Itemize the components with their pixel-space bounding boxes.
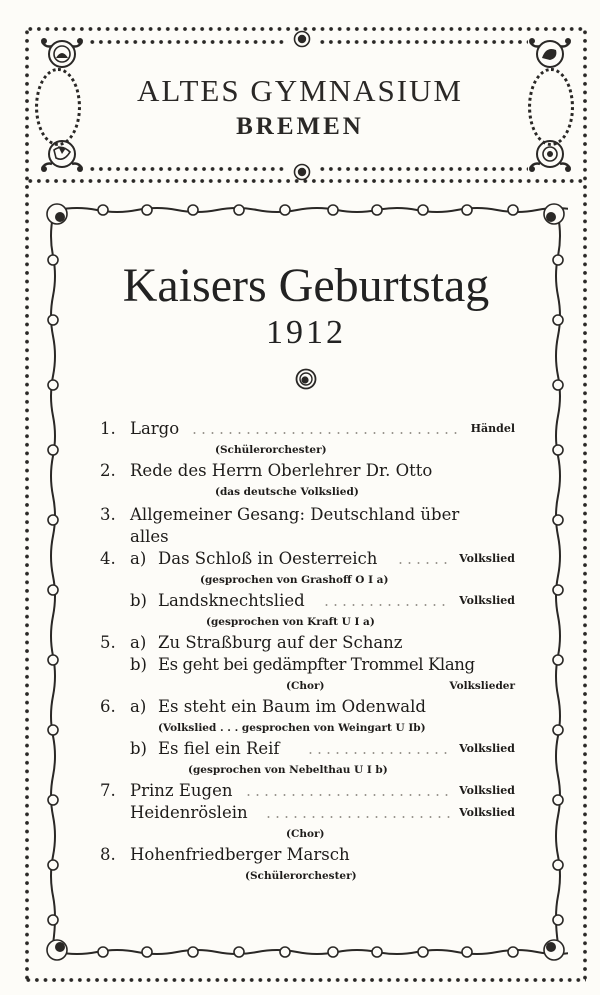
programme-item (100, 696, 515, 718)
item-sub-label: a) (130, 633, 147, 652)
programme-item (100, 590, 515, 612)
rosette-icon (293, 30, 311, 48)
programme-item (100, 632, 515, 654)
item-genre: Volkslied (459, 594, 515, 607)
item-note: (Volkslied . . . gesprochen von Weingart U Ib) (158, 722, 426, 734)
programme-item (100, 738, 515, 760)
item-sub-label: b) (130, 655, 147, 674)
item-number: 8. (100, 845, 116, 864)
header-dotted-border-inner-bottom-right (318, 166, 528, 172)
header-dotted-border-inner-bottom (88, 166, 288, 172)
school-name: ALTES GYMNASIUM (137, 73, 463, 108)
dot-leader (264, 802, 451, 824)
item-label: Hohenfriedberger Marsch (130, 845, 350, 864)
rose-icon (38, 36, 86, 70)
item-label: Es fiel ein Reif (158, 739, 280, 758)
dot-leader (244, 780, 451, 802)
item-note: (Schülerorchester) (245, 870, 357, 882)
programme-item-continued (100, 526, 515, 548)
item-sub-label: b) (130, 739, 147, 758)
rose-icon (526, 36, 574, 70)
item-note: (Schülerorchester) (215, 444, 327, 456)
header-dotted-border-inner-top-right (318, 39, 528, 45)
item-number: 2. (100, 461, 116, 480)
item-note: (gesprochen von Grashoff O I a) (200, 574, 389, 586)
dot-leader (190, 418, 457, 440)
item-label: Das Schloß in Oesterreich (158, 549, 378, 568)
outer-dotted-border-bottom (24, 977, 586, 983)
item-number: 1. (100, 419, 116, 438)
item-label: Prinz Eugen (130, 781, 233, 800)
item-label: Es geht bei gedämpfter Trommel Klang (158, 655, 475, 674)
item-label: Heidenröslein (130, 803, 248, 822)
programme-item (100, 844, 515, 866)
item-composer: Händel (470, 422, 515, 435)
item-sub-label: a) (130, 697, 147, 716)
rose-icon (38, 138, 86, 174)
item-note: (gesprochen von Nebelthau U I b) (188, 764, 388, 776)
dot-leader (396, 548, 451, 570)
item-note: (gesprochen von Kraft U I a) (206, 616, 375, 628)
outer-dotted-border-left (24, 28, 30, 980)
item-note: (Chor) (286, 828, 325, 840)
programme-item (100, 418, 515, 440)
programme-item (100, 802, 515, 824)
page-year: 1912 (266, 314, 346, 351)
rose-icon (526, 138, 574, 174)
item-label: Allgemeiner Gesang: Deutschland über (130, 505, 460, 524)
dot-leader (322, 590, 451, 612)
item-number: 5. (100, 633, 116, 652)
programme-item (100, 504, 515, 526)
item-number: 6. (100, 697, 116, 716)
item-genre: Volkslieder (449, 680, 515, 692)
item-number: 4. (100, 549, 116, 568)
item-genre: Volkslied (459, 784, 515, 797)
rosette-icon (295, 368, 317, 390)
item-label: Landsknechtslied (158, 591, 305, 610)
header-dotted-border-inner-top (88, 39, 288, 45)
item-number: 3. (100, 505, 116, 524)
page-title: Kaisers Geburtstag (122, 259, 490, 312)
item-note: (das deutsche Volkslied) (215, 486, 359, 498)
programme-item (100, 548, 515, 570)
item-label-continued: alles (130, 527, 169, 546)
programme-item (100, 654, 515, 676)
item-label: Rede des Herrn Oberlehrer Dr. Otto (130, 461, 433, 480)
item-label: Largo (130, 419, 180, 438)
item-number: 7. (100, 781, 116, 800)
outer-dotted-border-right (582, 28, 588, 980)
item-sub-label: b) (130, 591, 147, 610)
item-label: Zu Straßburg auf der Schanz (158, 633, 403, 652)
item-sub-label: a) (130, 549, 147, 568)
item-label: Es steht ein Baum im Odenwald (158, 697, 426, 716)
rosette-icon (293, 163, 311, 181)
school-city: BREMEN (236, 113, 364, 140)
item-genre: Volkslied (459, 742, 515, 755)
programme-list (100, 418, 515, 886)
item-genre: Volkslied (459, 552, 515, 565)
item-note: (Chor) Volkslieder (100, 676, 515, 696)
dot-leader (306, 738, 451, 760)
programme-item (100, 780, 515, 802)
item-genre: Volkslied (459, 806, 515, 819)
programme-item (100, 460, 515, 482)
